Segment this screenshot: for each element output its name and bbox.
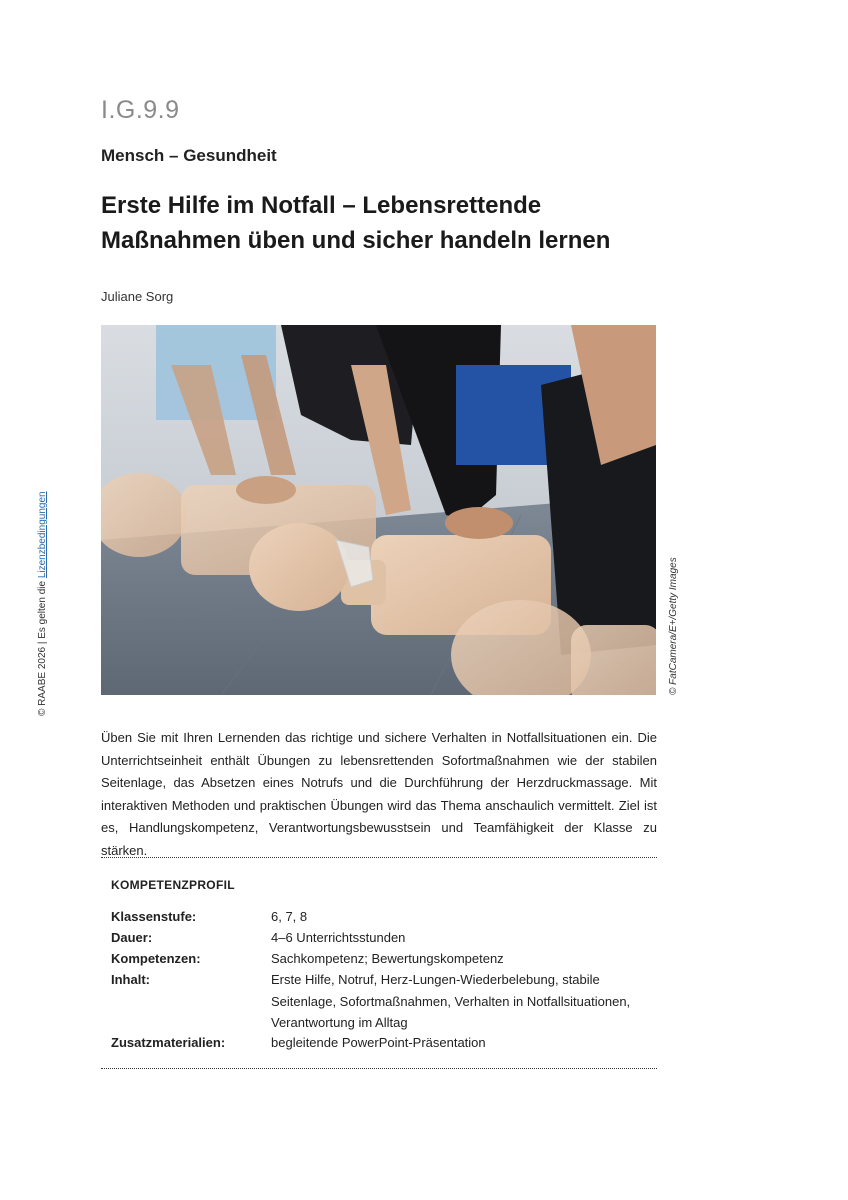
profile-value: Erste Hilfe, Notruf, Herz-Lungen-Wiederbelebung, stabile Seitenlage, Sofortmaßnahmen, Verhalten in Notfallsituationen, Verantwortung im Alltag xyxy=(271,972,631,1030)
document-title: Erste Hilfe im Notfall – Lebensrettende Maßnahmen üben und sicher handeln lernen xyxy=(101,192,611,254)
document-code: I.G.9.9 xyxy=(101,96,180,124)
profile-value: begleitende PowerPoint-Präsentation xyxy=(271,1035,486,1050)
manikin-main-head xyxy=(249,523,349,611)
divider-bottom xyxy=(101,1068,657,1069)
hands-left-compression xyxy=(236,476,296,504)
profile-label: Klassenstufe: xyxy=(111,909,197,924)
profile-label: Inhalt: xyxy=(111,972,150,987)
manikin-foreground-torso xyxy=(571,625,656,695)
profile-value: Sachkompetenz; Bewertungskompetenz xyxy=(271,951,504,966)
profile-label: Kompetenzen: xyxy=(111,951,201,966)
license-link[interactable]: Lizenzbedingungen xyxy=(37,491,48,579)
hands-main-compression xyxy=(445,507,513,539)
profile-label: Zusatzmaterialien: xyxy=(111,1035,226,1050)
profile-value: 4–6 Unterrichtsstunden xyxy=(271,930,406,945)
author-name: Juliane Sorg xyxy=(101,289,174,304)
license-note xyxy=(37,491,48,716)
subject-heading: Mensch – Gesundheit xyxy=(101,146,277,165)
divider-top xyxy=(101,857,657,858)
profile-value: 6, 7, 8 xyxy=(271,909,308,924)
profile-label: Dauer: xyxy=(111,930,153,945)
photo-credit: © FatCamera/E+/Getty Images xyxy=(668,557,679,695)
intro-paragraph: Üben Sie mit Ihren Lernenden das richtige und sichere Verhalten in Notfallsituationen ein. Die Unterrichtseinheit enthält Übungen zu lebensrettenden Sofortmaßnahmen wie der stabilen Seitenlage, das Absetzen eines Notrufs und die Durchführung der Herzdruckmassage. Mit interaktiven Methoden und praktischen Übungen wird das Thema anschaulich vermittelt. Ziel ist es, Handlungskompetenz, Verantwortungsbewusstsein und Teamfähigkeit der Klasse zu stärken. xyxy=(101,730,657,858)
kompetenzprofil-heading: KOMPETENZPROFIL xyxy=(111,878,235,892)
cpr-training-photo xyxy=(101,325,656,695)
license-prefix: © RAABE 2026 | Es gelten die xyxy=(37,578,48,716)
